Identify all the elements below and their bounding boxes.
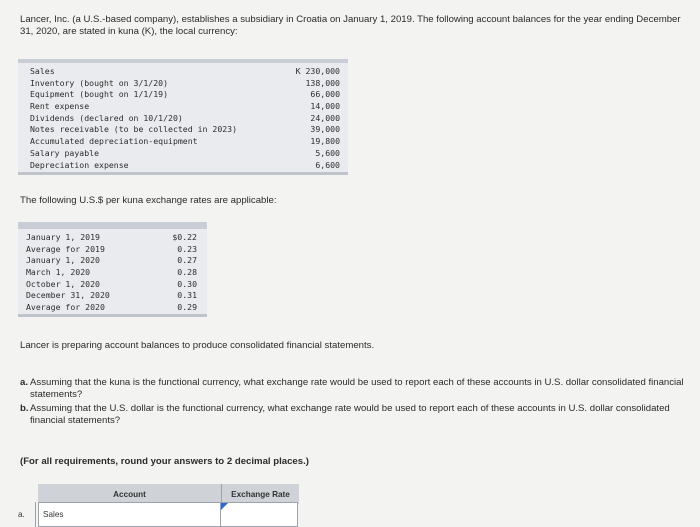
rate-value: 0.30 <box>177 278 197 289</box>
box-top-bar <box>18 59 348 63</box>
question-letter: a. <box>20 377 29 388</box>
account-value: 138,000 <box>305 77 340 88</box>
purpose-text: Lancer is preparing account balances to produce consolidated financial statements. <box>20 340 375 351</box>
account-label: Notes receivable (to be collected in 2023) <box>30 124 238 135</box>
column-header-exchange-rate: Exchange Rate <box>221 484 299 504</box>
rate-value: 0.23 <box>177 243 197 254</box>
account-value: 66,000 <box>310 89 340 100</box>
question-b <box>20 403 685 427</box>
box-top-bar <box>18 222 207 229</box>
rounding-instruction: (For all requirements, round your answers to 2 decimal places.) <box>20 456 309 467</box>
account-value: 39,000 <box>310 124 340 135</box>
rate-labels <box>26 232 110 314</box>
account-balances-box <box>18 59 348 175</box>
rate-value: $0.22 <box>172 232 197 242</box>
rate-label: Average for 2019 <box>26 243 105 254</box>
account-value: K 230,000 <box>295 66 340 76</box>
account-values <box>296 66 340 171</box>
exchange-rate-input[interactable] <box>221 502 298 527</box>
account-label: Equipment (bought on 1/1/19) <box>30 89 169 100</box>
intro-text: Lancer, Inc. (a U.S.-based company), establishes a subsidiary in Croatia on January 1, 2019. The following account balances for the year ending December 31, 2020, are stated in kuna (K), the local currency: <box>20 14 681 37</box>
row-divider <box>35 502 36 527</box>
exchange-rates-box <box>18 222 207 317</box>
account-cell: Sales <box>38 502 221 527</box>
question-letter: b. <box>20 403 29 414</box>
account-labels <box>30 66 237 171</box>
account-value: 14,000 <box>310 101 340 112</box>
rate-label: December 31, 2020 <box>26 290 110 301</box>
rate-label: October 1, 2020 <box>26 278 100 289</box>
account-label: Sales <box>30 66 55 76</box>
box-bottom-bar <box>18 172 348 175</box>
rates-intro-text: The following U.S.$ per kuna exchange rates are applicable: <box>20 195 277 206</box>
question-text: Assuming that the U.S. dollar is the functional currency, what exchange rate would be used to report each of these accounts in U.S. dollar consolidated financial statements? <box>30 403 670 426</box>
box-bottom-bar <box>18 314 207 317</box>
questions <box>20 377 685 429</box>
account-value: 19,800 <box>310 136 340 147</box>
account-value: 24,000 <box>310 112 340 123</box>
rate-label: March 1, 2020 <box>26 267 91 278</box>
rate-value: 0.29 <box>177 302 197 313</box>
rate-label: January 1, 2019 <box>26 232 100 242</box>
account-label: Inventory (bought on 3/1/20) <box>30 77 169 88</box>
dropdown-indicator-icon <box>221 503 228 510</box>
question-text: Assuming that the kuna is the functional currency, what exchange rate would be used to report each of these accounts in U.S. dollar consolidated financial statements? <box>30 377 684 400</box>
question-a <box>20 377 685 401</box>
column-header-account: Account <box>38 484 221 504</box>
rate-label: Average for 2020 <box>26 302 105 313</box>
rate-value: 0.27 <box>177 255 197 266</box>
account-label: Dividends (declared on 10/1/20) <box>30 112 183 123</box>
account-label: Salary payable <box>30 147 100 158</box>
account-value: 5,600 <box>315 147 340 158</box>
account-label: Accumulated depreciation-equipment <box>30 136 198 147</box>
account-label: Rent expense <box>30 101 90 112</box>
rate-value: 0.28 <box>177 267 197 278</box>
rate-label: January 1, 2020 <box>26 255 100 266</box>
answer-table <box>14 484 290 527</box>
rate-values <box>172 232 197 314</box>
account-label: Depreciation expense <box>30 159 129 170</box>
account-value: 6,600 <box>315 159 340 170</box>
row-letter: a. <box>18 510 25 519</box>
rate-value: 0.31 <box>177 290 197 301</box>
